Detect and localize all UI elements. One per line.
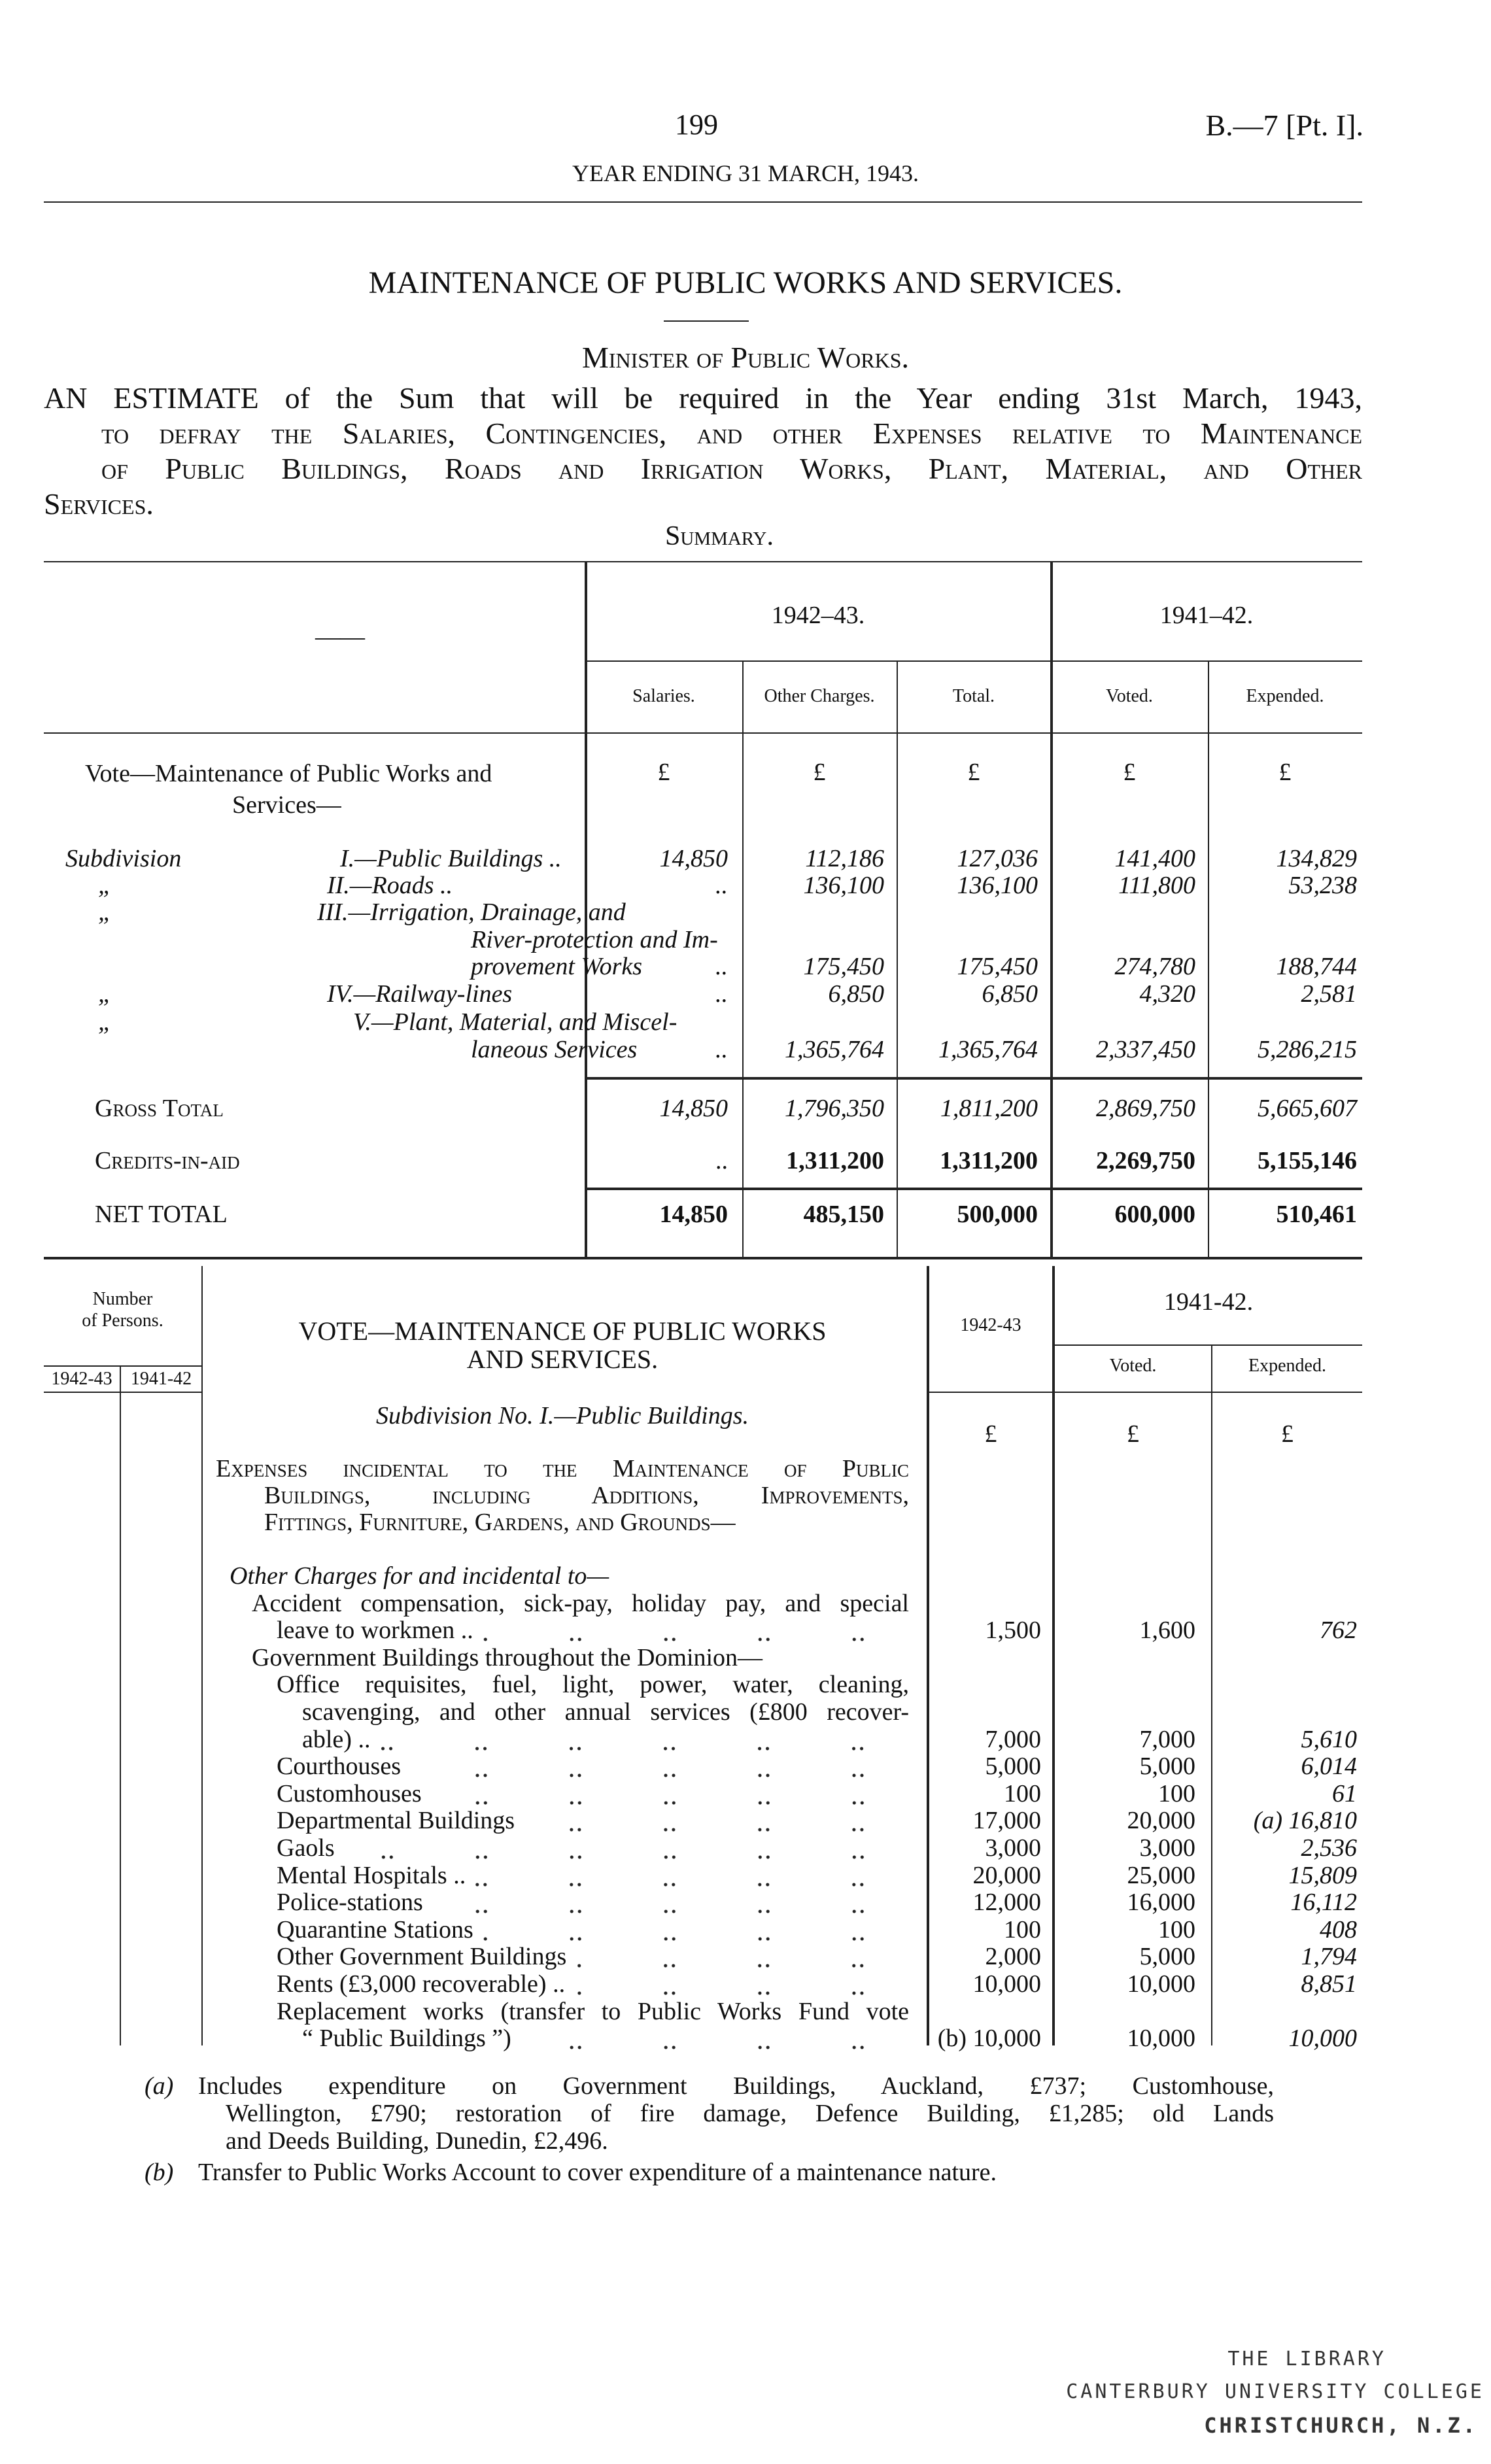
amount-expended: 5,610 xyxy=(1301,1725,1357,1753)
currency-symbol: £ xyxy=(967,759,980,786)
table-row xyxy=(0,1862,1491,1889)
persons-header: of Persons. xyxy=(82,1310,163,1331)
col-voted: Voted. xyxy=(1109,1356,1157,1376)
summary-value: 112,186 xyxy=(805,845,884,872)
currency-symbol: £ xyxy=(1127,1420,1139,1448)
table-row xyxy=(0,1562,1491,1590)
summary-value: 6,850 xyxy=(828,980,884,1008)
col-1942-43: 1942-43 xyxy=(960,1315,1021,1335)
amount-voted: 5,000 xyxy=(1139,1753,1195,1781)
currency-symbol: £ xyxy=(1278,759,1292,786)
subdivision-prefix: Subdivision xyxy=(65,845,182,872)
amount-voted: 10,000 xyxy=(1127,1970,1195,1998)
table-row xyxy=(0,1644,1491,1671)
credits-in-aid-label: Credits-in-aid xyxy=(95,1147,240,1174)
col-other-charges: Other Charges. xyxy=(764,686,875,706)
expenses-heading-line: Fittings, Furniture, Gardens, and Grounds— xyxy=(264,1509,736,1536)
leader-dots xyxy=(379,1726,909,1753)
summary-value: 5,286,215 xyxy=(1258,1035,1357,1063)
leader-dots xyxy=(410,1753,909,1780)
footnote-line-wrap xyxy=(226,2127,608,2155)
table-row xyxy=(0,1889,1491,1916)
item-label: “ Public Buildings ”) xyxy=(302,2025,511,2053)
item-label: Police-stations xyxy=(277,1889,423,1917)
stamp-line: THE LIBRARY xyxy=(1227,2348,1386,2370)
leader-dots xyxy=(431,1780,909,1807)
item-label: Other Government Buildings xyxy=(277,1943,567,1971)
amount-1942-43: 3,000 xyxy=(985,1834,1041,1862)
footnote-line-wrap xyxy=(198,2158,997,2187)
summary-value: 14,850 xyxy=(659,845,728,872)
table-row xyxy=(0,1916,1491,1943)
item-label: Customhouses xyxy=(277,1779,422,1807)
item-description xyxy=(277,1862,909,1889)
col-voted: Voted. xyxy=(1106,686,1153,706)
subdivision-label: II.—Roads .. xyxy=(327,872,453,899)
summary-value: 136,100 xyxy=(957,872,1038,899)
table-row xyxy=(0,1834,1491,1862)
item-label: Gaols xyxy=(277,1834,335,1862)
table-row xyxy=(0,1970,1491,1998)
table-row xyxy=(0,1671,1491,1698)
gross-total-value: 1,796,350 xyxy=(785,1095,884,1122)
currency-symbol: £ xyxy=(1281,1420,1294,1448)
item-label: able) .. xyxy=(302,1725,371,1753)
summary-value: .. xyxy=(715,953,728,981)
summary-value: 127,036 xyxy=(957,845,1038,872)
item-label: Government Buildings throughout the Dominion— xyxy=(252,1643,763,1671)
item-description xyxy=(302,2025,909,2052)
stamp-line: CANTERBURY UNIVERSITY COLLEGE xyxy=(1066,2380,1484,2403)
amount-expended: 16,112 xyxy=(1290,1889,1357,1917)
item-description xyxy=(277,1834,909,1862)
vote-title: AND SERVICES. xyxy=(466,1344,659,1374)
currency-symbol: £ xyxy=(813,759,826,786)
summary-value: .. xyxy=(715,872,728,899)
expenses-heading-line: Buildings, including Additions, Improvements, xyxy=(264,1482,909,1509)
leader-dots xyxy=(574,1970,909,1998)
subdivision-prefix: „ xyxy=(98,872,112,899)
item-description xyxy=(277,1916,909,1943)
net-total-label: NET TOTAL xyxy=(95,1201,228,1228)
stamp-line: CHRISTCHURCH, N.Z. xyxy=(1204,2413,1478,2438)
title-rule xyxy=(664,320,749,322)
summary-value: .. xyxy=(715,1035,728,1063)
persons-year-1942-43: 1942-43 xyxy=(51,1369,112,1389)
expenses-heading-line: Expenses incidental to the Maintenance of Public xyxy=(216,1455,909,1482)
leader-dots xyxy=(483,1916,909,1943)
leader-dots xyxy=(475,1862,909,1889)
col-salaries: Salaries. xyxy=(632,686,695,706)
table-row xyxy=(0,1943,1491,1970)
amount-expended: 6,014 xyxy=(1301,1753,1357,1781)
amount-1942-43: 20,000 xyxy=(972,1861,1041,1889)
item-description xyxy=(277,1671,909,1698)
item-label: scavenging, and other annual services (£800 recover- xyxy=(302,1698,909,1726)
subdivision-prefix: „ xyxy=(98,980,112,1008)
credits-in-aid-value: 1,311,200 xyxy=(786,1147,884,1174)
net-total-value: 485,150 xyxy=(803,1201,884,1228)
page-number: 199 xyxy=(675,109,718,141)
estimate-line: Services. xyxy=(44,487,154,521)
credits-in-aid-value: 5,155,146 xyxy=(1258,1147,1357,1174)
document-reference: B.—7 [Pt. I]. xyxy=(1205,109,1363,142)
subdivision-prefix: „ xyxy=(98,898,112,926)
amount-expended: 15,809 xyxy=(1288,1861,1357,1889)
item-label: Accident compensation, sick-pay, holiday pay, and special xyxy=(252,1589,909,1617)
footnote-text: Wellington, £790; restoration of fire damage, Defence Building, £1,285; old Lands xyxy=(226,2100,1274,2127)
estimate-line: to defray the Salaries, Contingencies, and other Expenses relative to Maintenance xyxy=(101,417,1362,450)
summary-value: 2,337,450 xyxy=(1096,1035,1195,1063)
credits-in-aid-value: 2,269,750 xyxy=(1096,1147,1195,1174)
net-total-value: 510,461 xyxy=(1276,1201,1357,1228)
subdivision-prefix: „ xyxy=(98,1008,112,1036)
amount-1942-43: 12,000 xyxy=(972,1889,1041,1917)
item-label: Office requisites, fuel, light, power, water, cleaning, xyxy=(277,1671,909,1699)
summary-value: 134,829 xyxy=(1276,845,1357,872)
item-description xyxy=(302,1726,909,1753)
leader-dots xyxy=(575,1943,909,1970)
group-1942-43: 1942–43. xyxy=(771,602,865,629)
summary-value: 175,450 xyxy=(803,953,884,981)
summary-value: 4,320 xyxy=(1139,980,1195,1008)
item-description xyxy=(277,1780,909,1807)
net-total-value: 500,000 xyxy=(957,1201,1038,1228)
summary-value: .. xyxy=(715,980,728,1008)
summary-value: 175,450 xyxy=(957,953,1038,981)
summary-value: 6,850 xyxy=(982,980,1038,1008)
amount-voted: 7,000 xyxy=(1139,1725,1195,1753)
summary-heading: Summary. xyxy=(664,521,774,551)
amount-1942-43: 10,000 xyxy=(972,1970,1041,1998)
amount-1942-43: (b) 10,000 xyxy=(937,2025,1041,2053)
amount-expended: 10,000 xyxy=(1288,2025,1357,2053)
amount-1942-43: 100 xyxy=(1004,1915,1041,1943)
item-label: Courthouses xyxy=(277,1753,401,1781)
summary-value: 53,238 xyxy=(1288,872,1357,899)
item-label: leave to workmen .. xyxy=(277,1617,473,1645)
subdivision-label: III.—Irrigation, Drainage, and xyxy=(317,898,626,926)
subdivision-label: I.—Public Buildings .. xyxy=(340,845,562,872)
amount-expended: 762 xyxy=(1320,1617,1357,1645)
item-description xyxy=(277,1617,909,1644)
table-row xyxy=(0,1998,1491,2025)
item-label: Other Charges for and incidental to— xyxy=(230,1562,609,1590)
footnote-line-wrap xyxy=(198,2072,1274,2100)
footnote-text: and Deeds Building, Dunedin, £2,496. xyxy=(226,2127,608,2155)
amount-voted: 5,000 xyxy=(1139,1943,1195,1971)
leader-dots xyxy=(524,1807,909,1834)
item-label: Quarantine Stations xyxy=(277,1915,473,1943)
vote-label: Services— xyxy=(232,791,341,819)
amount-voted: 10,000 xyxy=(1127,2025,1195,2053)
item-description xyxy=(277,1970,909,1998)
summary-value: 141,400 xyxy=(1114,845,1195,872)
net-total-value: 14,850 xyxy=(659,1201,728,1228)
item-description xyxy=(277,1889,909,1916)
amount-expended: (a) 16,810 xyxy=(1253,1807,1357,1835)
amount-1942-43: 100 xyxy=(1004,1779,1041,1807)
item-label: Rents (£3,000 recoverable) .. xyxy=(277,1970,566,1998)
year-line: YEAR ENDING 31 MARCH, 1943. xyxy=(572,160,919,186)
amount-expended: 2,536 xyxy=(1301,1834,1357,1862)
gross-total-value: 14,850 xyxy=(659,1095,728,1122)
amount-voted: 1,600 xyxy=(1139,1617,1195,1645)
amount-1942-43: 1,500 xyxy=(985,1617,1041,1645)
col-total: Total. xyxy=(952,686,995,706)
item-description xyxy=(230,1562,909,1590)
footnote-text: Transfer to Public Works Account to cover expenditure of a maintenance nature. xyxy=(198,2159,997,2186)
amount-1942-43: 17,000 xyxy=(972,1807,1041,1835)
amount-1942-43: 5,000 xyxy=(985,1753,1041,1781)
amount-voted: 100 xyxy=(1158,1915,1195,1943)
item-label: Mental Hospitals .. xyxy=(277,1861,466,1889)
summary-value: 136,100 xyxy=(803,872,884,899)
amount-1942-43: 7,000 xyxy=(985,1725,1041,1753)
leader-dots xyxy=(483,1617,909,1644)
minister-line: Minister of Public Works. xyxy=(582,341,909,374)
amount-expended: 61 xyxy=(1332,1779,1357,1807)
amount-expended: 8,851 xyxy=(1301,1970,1357,1998)
estimate-line: of Public Buildings, Roads and Irrigation Works, Plant, Material, and Other xyxy=(101,452,1362,485)
header-rule xyxy=(44,201,1362,203)
item-description xyxy=(277,1807,909,1834)
summary-value: 188,744 xyxy=(1276,953,1357,981)
amount-voted: 25,000 xyxy=(1127,1861,1195,1889)
summary-value: 1,365,764 xyxy=(938,1035,1038,1063)
currency-symbol: £ xyxy=(984,1420,997,1448)
table-row xyxy=(0,1590,1491,1617)
summary-value: 274,780 xyxy=(1114,953,1195,981)
subdivision-label: provement Works xyxy=(471,953,643,981)
item-description xyxy=(252,1644,909,1671)
summary-value: 111,800 xyxy=(1118,872,1195,899)
footnote-text: Includes expenditure on Government Buildings, Auckland, £737; Customhouse, xyxy=(198,2072,1274,2100)
table-row xyxy=(0,1753,1491,1780)
item-description xyxy=(302,1698,909,1726)
amount-expended: 408 xyxy=(1320,1915,1357,1943)
item-description xyxy=(277,1943,909,1970)
summary-value: 1,365,764 xyxy=(785,1035,884,1063)
item-description xyxy=(277,1753,909,1780)
group-1941-42: 1941–42. xyxy=(1159,602,1254,629)
vote-label: Vote—Maintenance of Public Works and xyxy=(85,760,492,787)
currency-symbol: £ xyxy=(657,759,670,786)
leader-dots xyxy=(521,2025,909,2052)
table-row xyxy=(0,1726,1491,1753)
item-description xyxy=(252,1590,909,1617)
currency-symbol: £ xyxy=(1123,759,1136,786)
table-row xyxy=(0,1807,1491,1834)
item-description xyxy=(277,1998,909,2025)
col-group-1941-42: 1941-42. xyxy=(1163,1288,1254,1316)
leader-dots xyxy=(432,1889,909,1916)
subdivision-heading: Subdivision No. I.—Public Buildings. xyxy=(376,1402,749,1429)
amount-voted: 3,000 xyxy=(1139,1834,1195,1862)
persons-header: Number xyxy=(92,1289,153,1309)
label-column-dash: —— xyxy=(315,623,365,651)
subdivision-label: IV.—Railway-lines xyxy=(327,980,513,1008)
summary-value: 2,581 xyxy=(1301,980,1357,1008)
table-row xyxy=(0,1617,1491,1644)
table-row xyxy=(0,1780,1491,1807)
col-expended: Expended. xyxy=(1246,686,1324,706)
item-label: Replacement works (transfer to Public Works Fund vote xyxy=(277,1997,909,2025)
estimate-line: AN ESTIMATE of the Sum that will be required in the Year ending 31st March, 1943, xyxy=(44,381,1362,415)
amount-expended: 1,794 xyxy=(1301,1943,1357,1971)
persons-year-1941-42: 1941-42 xyxy=(130,1369,192,1389)
credits-in-aid-value: 1,311,200 xyxy=(940,1147,1038,1174)
subdivision-label: River-protection and Im- xyxy=(471,925,718,953)
page-title: MAINTENANCE OF PUBLIC WORKS AND SERVICES. xyxy=(368,265,1123,300)
amount-1942-43: 2,000 xyxy=(985,1943,1041,1971)
footnote-mark: (b) xyxy=(145,2159,174,2186)
footnote-mark: (a) xyxy=(145,2072,174,2100)
item-label: Departmental Buildings xyxy=(277,1807,515,1835)
amount-voted: 16,000 xyxy=(1127,1889,1195,1917)
col-expended: Expended. xyxy=(1248,1356,1326,1376)
gross-total-value: 1,811,200 xyxy=(940,1095,1038,1122)
net-total-value: 600,000 xyxy=(1114,1201,1195,1228)
gross-total-value: 5,665,607 xyxy=(1258,1095,1357,1122)
leader-dots xyxy=(344,1834,909,1862)
subdivision-label: V.—Plant, Material, and Miscel- xyxy=(353,1008,677,1036)
subdivision-label: laneous Services xyxy=(471,1035,638,1063)
credits-in-aid-value: .. xyxy=(715,1147,728,1174)
gross-total-label: Gross Total xyxy=(95,1095,224,1122)
footnote-line-wrap xyxy=(226,2099,1274,2128)
amount-voted: 20,000 xyxy=(1127,1807,1195,1835)
table-row xyxy=(0,1698,1491,1726)
amount-voted: 100 xyxy=(1158,1779,1195,1807)
vote-title: VOTE—MAINTENANCE OF PUBLIC WORKS xyxy=(298,1316,827,1346)
table-row xyxy=(0,2025,1491,2052)
gross-total-value: 2,869,750 xyxy=(1096,1095,1195,1122)
